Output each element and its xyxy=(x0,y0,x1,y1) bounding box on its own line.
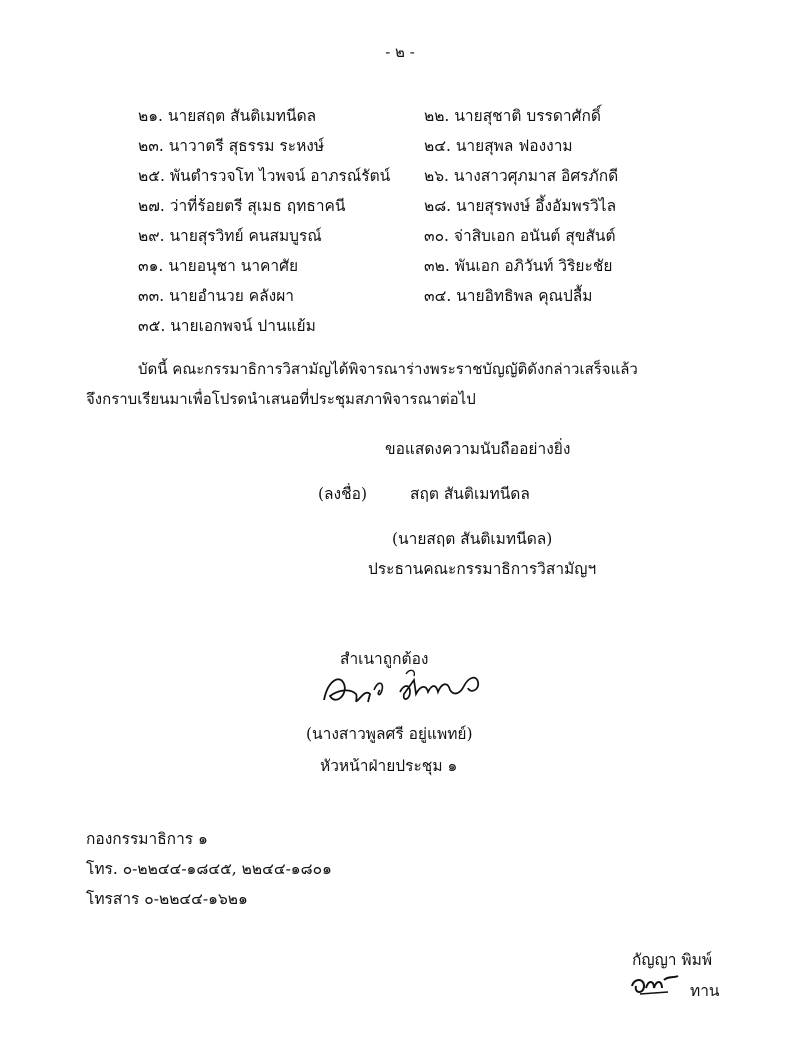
member-name: นายอนุชา นาคาศัย xyxy=(168,257,299,275)
member-item xyxy=(138,193,346,218)
member-name: พันตำรวจโท ไวพจน์ อาภรณ์รัตน์ xyxy=(169,167,391,185)
member-item xyxy=(424,253,612,278)
member-number: ๓๔. xyxy=(424,287,452,305)
member-number: ๒๕. xyxy=(138,167,165,185)
member-item xyxy=(424,163,618,188)
member-item xyxy=(424,223,616,248)
copy-certified-label: สำเนาถูกต้อง xyxy=(340,650,429,668)
member-name: จ่าสิบเอก อนันต์ สุขสันต์ xyxy=(453,227,616,245)
signed-label: (ลงชื่อ) xyxy=(318,485,367,503)
member-item xyxy=(138,313,316,338)
member-name: นางสาวศุภมาส อิศรภักดี xyxy=(453,167,619,185)
member-number: ๒๓. xyxy=(138,137,164,155)
member-name: นายสุรพงษ์ อึ้งอัมพรวิไล xyxy=(456,197,617,215)
member-name: นายอิทธิพล คุณปลื้ม xyxy=(456,287,593,305)
member-name: นายสุรวิทย์ คนสมบูรณ์ xyxy=(169,227,322,245)
member-number: ๒๒. xyxy=(424,107,450,125)
member-name: นายเอกพจน์ ปานแย้ม xyxy=(170,317,316,335)
closing-respect: ขอแสดงความนับถืออย่างยิ่ง xyxy=(385,440,571,458)
member-name: นายสุชาติ บรรดาศักดิ์ xyxy=(454,107,601,125)
copy-certifier-name: (นางสาวพูลศรี อยู่แพทย์) xyxy=(306,725,473,743)
member-number: ๓๑. xyxy=(138,257,164,275)
member-item xyxy=(138,163,390,188)
member-item xyxy=(138,253,298,278)
reviewer-label: ทาน xyxy=(690,982,720,1000)
office-phone: โทร. ๐-๒๒๔๔-๑๘๔๕, ๒๒๔๔-๑๘๐๑ xyxy=(86,860,332,878)
office-fax: โทรสาร ๐-๒๒๔๔-๑๖๒๑ xyxy=(86,890,248,908)
member-number: ๓๐. xyxy=(424,227,449,245)
member-item xyxy=(424,283,593,308)
member-name: นายอำนวย คลังผา xyxy=(169,287,294,305)
member-name: ว่าที่ร้อยตรี สุเมธ ฤทธาคนี xyxy=(169,197,346,215)
body-line-1: บัดนี้ คณะกรรมาธิการวิสามัญได้พิจารณาร่างพระราชบัญญัติดังกล่าวเสร็จแล้ว xyxy=(138,360,638,378)
chairman-position: ประธานคณะกรรมาธิการวิสามัญฯ xyxy=(368,560,597,578)
member-number: ๓๒. xyxy=(424,257,450,275)
member-number: ๒๑. xyxy=(138,107,163,125)
handwritten-signature xyxy=(318,660,488,715)
member-item xyxy=(424,103,601,128)
member-number: ๒๔. xyxy=(424,137,451,155)
member-number: ๒๗. xyxy=(138,197,165,215)
member-item xyxy=(424,133,573,158)
member-name: นายสฤต สันติเมทนีดล xyxy=(167,107,317,125)
member-number: ๓๕. xyxy=(138,317,166,335)
member-number: ๒๖. xyxy=(424,167,449,185)
office-name: กองกรรมาธิการ ๑ xyxy=(86,830,208,848)
member-item xyxy=(424,193,616,218)
chairman-name: (นายสฤต สันติเมทนีดล) xyxy=(392,530,553,548)
member-item xyxy=(138,283,294,308)
member-number: ๒๙. xyxy=(138,227,165,245)
member-item xyxy=(138,103,316,128)
member-item xyxy=(138,133,324,158)
member-number: ๓๓. xyxy=(138,287,165,305)
copy-certifier-position: หัวหน้าฝ่ายประชุม ๑ xyxy=(320,757,458,775)
signed-name: สฤต สันติเมทนีดล xyxy=(410,485,530,503)
member-name: นาวาตรี สุธรรม ระหงษ์ xyxy=(168,137,325,155)
typist-note: กัญญา พิมพ์ xyxy=(632,951,713,969)
body-line-2: จึงกราบเรียนมาเพื่อโปรดนำเสนอที่ประชุมสภาพิจารณาต่อไป xyxy=(86,390,476,408)
member-item xyxy=(138,223,322,248)
reviewer-initials xyxy=(628,970,684,1000)
member-name: นายสุพล ฟองงาม xyxy=(455,137,573,155)
member-number: ๒๘. xyxy=(424,197,452,215)
member-name: พันเอก อภิวันท์ วิริยะชัย xyxy=(454,257,613,275)
page-number: - ๒ - xyxy=(385,43,415,61)
